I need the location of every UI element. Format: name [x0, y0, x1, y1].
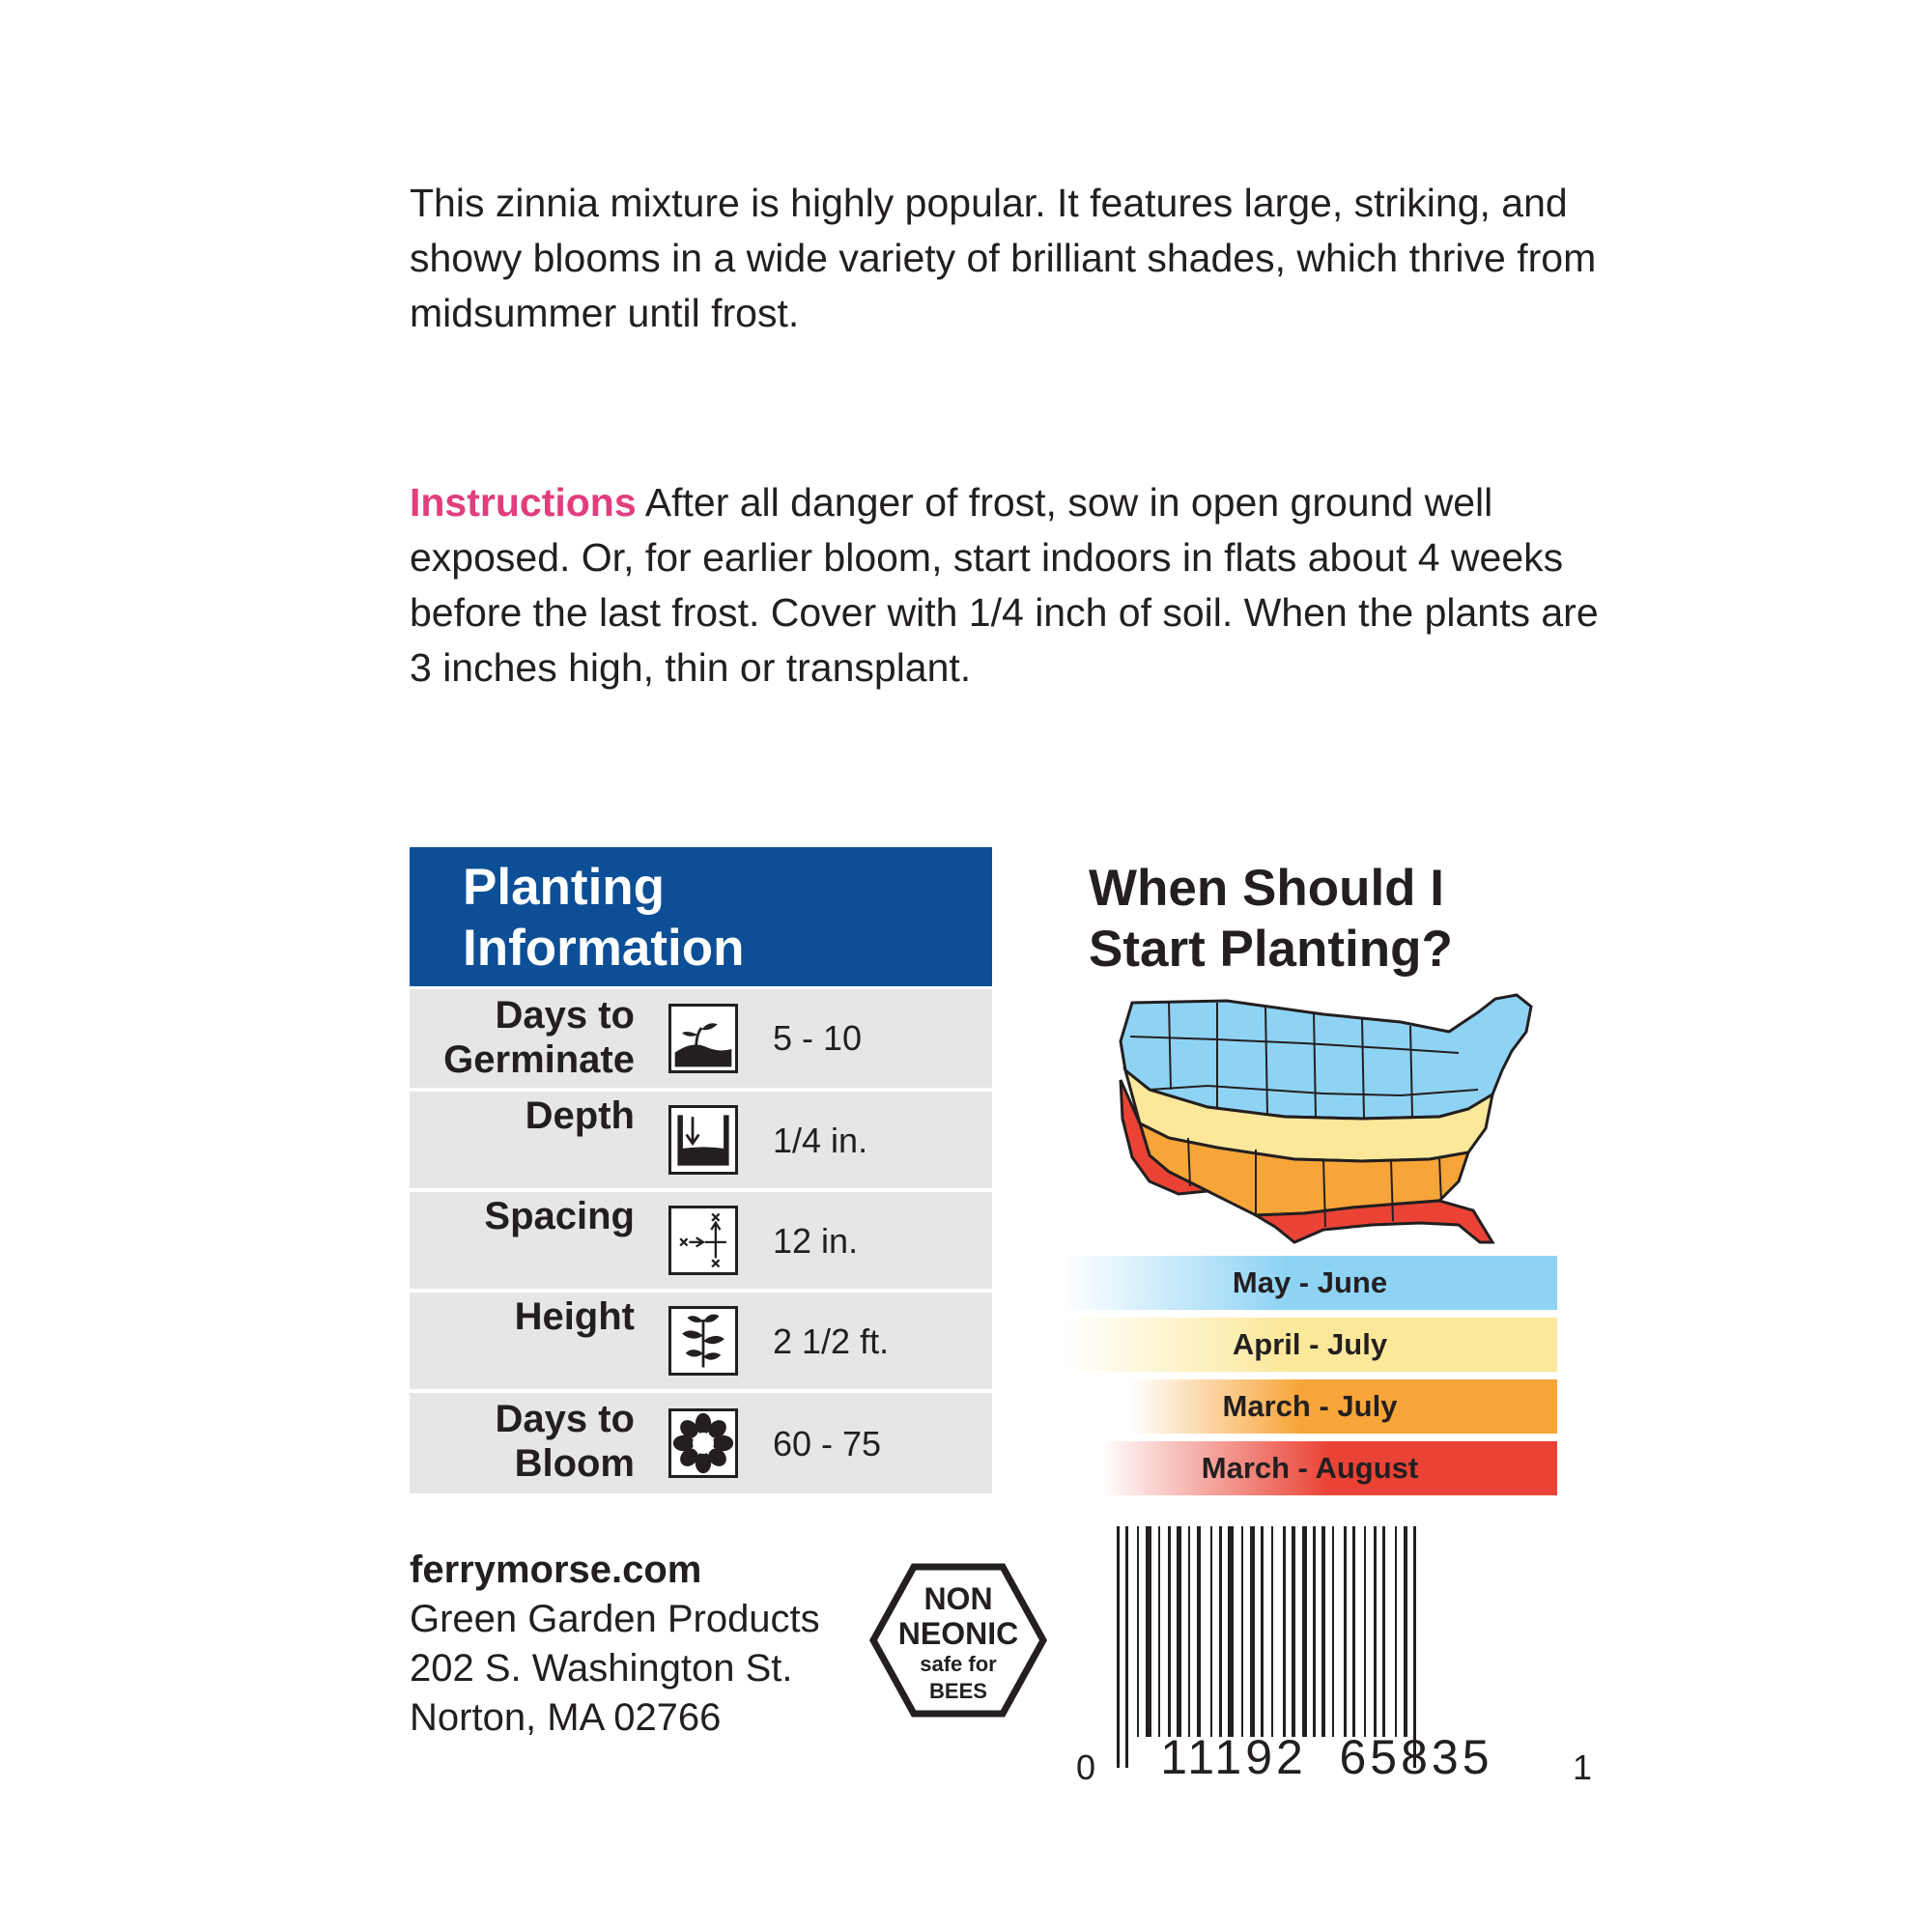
- barcode-bar: [1395, 1526, 1397, 1737]
- row-label: Depth: [525, 1094, 635, 1137]
- barcode-bar: [1219, 1526, 1222, 1737]
- plant-height-icon: [668, 1306, 738, 1376]
- row-value: 12 in.: [773, 1221, 859, 1261]
- planting-info-header: [410, 847, 992, 986]
- barcode-bar: [1292, 1526, 1295, 1737]
- product-description: This zinnia mixture is highly popular. It features large, striking, and showy blooms in a wide variety of brilliant shades, which thrive from midsummer until frost.: [410, 181, 1597, 335]
- barcode-bar: [1250, 1526, 1255, 1737]
- planting-time-title: When Should I Start Planting?: [1089, 860, 1453, 978]
- row-label: Spacing: [484, 1195, 635, 1237]
- company-contact: [410, 1546, 820, 1743]
- barcode-bar: [1177, 1526, 1181, 1737]
- zone-april-july: April - July: [1063, 1318, 1557, 1372]
- barcode-bar: [1364, 1526, 1366, 1737]
- barcode-bar: [1271, 1526, 1273, 1737]
- barcode-bar: [1382, 1526, 1385, 1737]
- barcode-bar: [1261, 1526, 1264, 1737]
- flower-icon: [668, 1408, 738, 1478]
- planting-row-height: [410, 1293, 992, 1389]
- barcode-bar: [1117, 1526, 1120, 1768]
- barcode-bar: [1283, 1526, 1286, 1737]
- instructions-text: After all danger of frost, sow in open ground well exposed. Or, for earlier bloom, start indoors in flats about 4 weeks before the last frost. Cover with 1/4 inch of soil. When the plants are 3 inches high, thin or transplant.: [410, 480, 1599, 690]
- barcode-bar: [1188, 1526, 1190, 1737]
- badge-line4: BEES: [929, 1679, 987, 1703]
- badge-line1: NON: [923, 1581, 993, 1616]
- row-label: Days to Bloom: [495, 1398, 635, 1485]
- barcode-bar: [1352, 1526, 1355, 1737]
- barcode-bar: [1125, 1526, 1128, 1768]
- non-neonic-badge: [869, 1561, 1047, 1719]
- barcode-bar: [1146, 1526, 1151, 1737]
- barcode-bar: [1374, 1526, 1377, 1737]
- barcode-bar: [1332, 1526, 1334, 1737]
- badge-line2: NEONIC: [897, 1616, 1019, 1651]
- planting-info-title: Planting Information: [463, 859, 745, 977]
- zone-march-july: March - July: [1130, 1379, 1557, 1434]
- spacing-icon: [668, 1206, 738, 1275]
- row-label: Height: [514, 1295, 635, 1338]
- row-value: 1/4 in.: [773, 1121, 868, 1160]
- upc-barcode: [1072, 1526, 1613, 1806]
- street-address: 202 S. Washington St.: [410, 1647, 793, 1690]
- barcode-group1: 11192: [1160, 1730, 1307, 1784]
- zone-march-august: March - August: [1101, 1441, 1557, 1495]
- barcode-bar: [1313, 1526, 1316, 1737]
- barcode-bar: [1344, 1526, 1347, 1737]
- barcode-left-digit: 0: [1075, 1747, 1096, 1787]
- barcode-bar: [1228, 1526, 1234, 1737]
- planting-row-depth: [410, 1092, 992, 1188]
- barcode-group2: 65835: [1339, 1730, 1493, 1784]
- company-name: Green Garden Products: [410, 1598, 820, 1640]
- row-value: 60 - 75: [773, 1424, 882, 1463]
- barcode-bar: [1197, 1526, 1201, 1737]
- barcode-bar: [1137, 1526, 1139, 1737]
- barcode-bar: [1210, 1526, 1212, 1737]
- planting-row-bloom: [410, 1393, 992, 1493]
- barcode-bar: [1302, 1526, 1307, 1737]
- barcode-bar: [1241, 1526, 1243, 1737]
- barcode-bar: [1321, 1526, 1325, 1737]
- sprout-icon: [668, 1004, 738, 1073]
- website-link[interactable]: ferrymorse.com: [410, 1548, 702, 1591]
- barcode-bar: [1158, 1526, 1160, 1737]
- row-value: 5 - 10: [773, 1018, 863, 1058]
- city-address: Norton, MA 02766: [410, 1696, 722, 1739]
- row-value: 2 1/2 ft.: [773, 1321, 890, 1361]
- barcode-bar: [1404, 1526, 1407, 1737]
- zone-may-june: May - June: [1063, 1256, 1557, 1310]
- instructions-paragraph: [410, 475, 1617, 696]
- barcode-right-digit: 1: [1572, 1747, 1593, 1787]
- badge-line3: safe for: [920, 1652, 997, 1676]
- barcode-bar: [1168, 1526, 1171, 1737]
- depth-icon: [668, 1105, 738, 1175]
- planting-row-germinate: [410, 989, 992, 1088]
- row-label: Days to Germinate: [443, 994, 635, 1081]
- instructions-label: Instructions: [410, 480, 637, 525]
- planting-row-spacing: [410, 1192, 992, 1289]
- usa-zone-map: [1111, 993, 1546, 1244]
